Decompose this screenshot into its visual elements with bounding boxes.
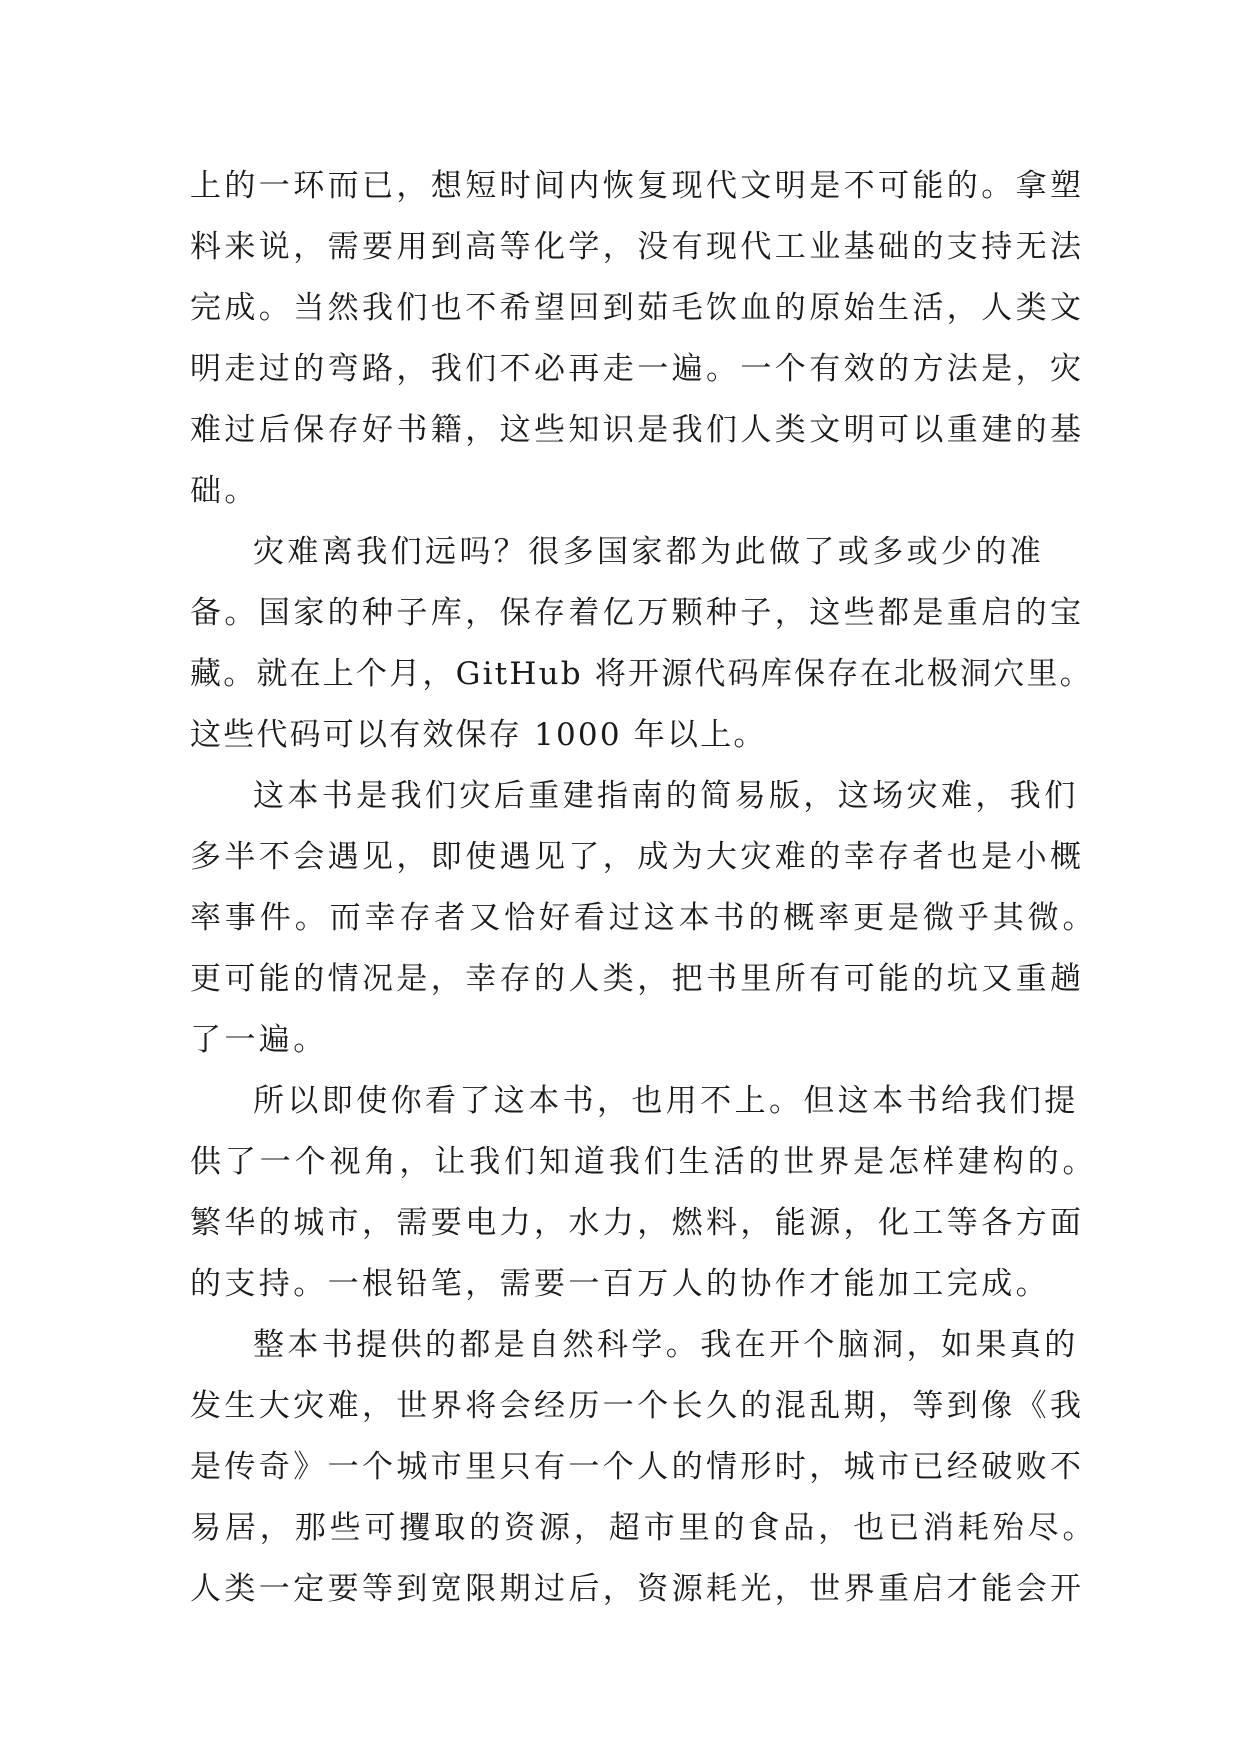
text-line: 这些代码可以有效保存 1000 年以上。 [190,717,767,753]
text-line: 易居，那些可攫取的资源，超市里的食品，也已消耗殆尽。 [190,1510,1098,1546]
text-line: 更可能的情况是，幸存的人类，把书里所有可能的坑又重趟 [190,961,1085,997]
text-line: 供了一个视角，让我们知道我们生活的世界是怎样建构的。 [190,1144,1098,1180]
text-line: 料来说，需要用到高等化学，没有现代工业基础的支持无法 [190,229,1085,265]
text-line: 难过后保存好书籍，这些知识是我们人类文明可以重建的基 [190,412,1085,448]
text-line: 人类一定要等到宽限期过后，资源耗光，世界重启才能会开 [190,1571,1085,1607]
text-line: 了一遍。 [190,1022,328,1058]
text-line: 明走过的弯路，我们不必再走一遍。一个有效的方法是，灾 [190,351,1085,387]
paragraph-first-line: 所以即使你看了这本书，也用不上。但这本书给我们提 [253,1083,1079,1119]
paragraph-first-line: 灾难离我们远吗？很多国家都为此做了或多或少的准 [253,534,1045,570]
text-line: 率事件。而幸存者又恰好看过这本书的概率更是微乎其微。 [190,900,1098,936]
text-line: 的支持。一根铅笔，需要一百万人的协作才能加工完成。 [190,1266,1050,1302]
paragraph-first-line: 这本书是我们灾后重建指南的简易版，这场灾难，我们 [253,778,1079,814]
paragraph-first-line: 整本书提供的都是自然科学。我在开个脑洞，如果真的 [253,1327,1079,1363]
text-line: 础。 [190,473,259,509]
text-line: 是传奇》一个城市里只有一个人的情形时，城市已经破败不 [190,1449,1085,1485]
text-line: 藏。就在上个月，GitHub 将开源代码库保存在北极洞穴里。 [190,656,1093,692]
text-line: 多半不会遇见，即使遇见了，成为大灾难的幸存者也是小概 [190,839,1085,875]
text-line: 完成。当然我们也不希望回到茹毛饮血的原始生活，人类文 [190,290,1085,326]
text-line: 备。国家的种子库，保存着亿万颗种子，这些都是重启的宝 [190,595,1085,631]
text-line: 上的一环而已，想短时间内恢复现代文明是不可能的。拿塑 [190,168,1085,204]
text-line: 繁华的城市，需要电力，水力，燃料，能源，化工等各方面 [190,1205,1085,1241]
text-line: 发生大灾难，世界将会经历一个长久的混乱期，等到像《我 [190,1388,1085,1424]
